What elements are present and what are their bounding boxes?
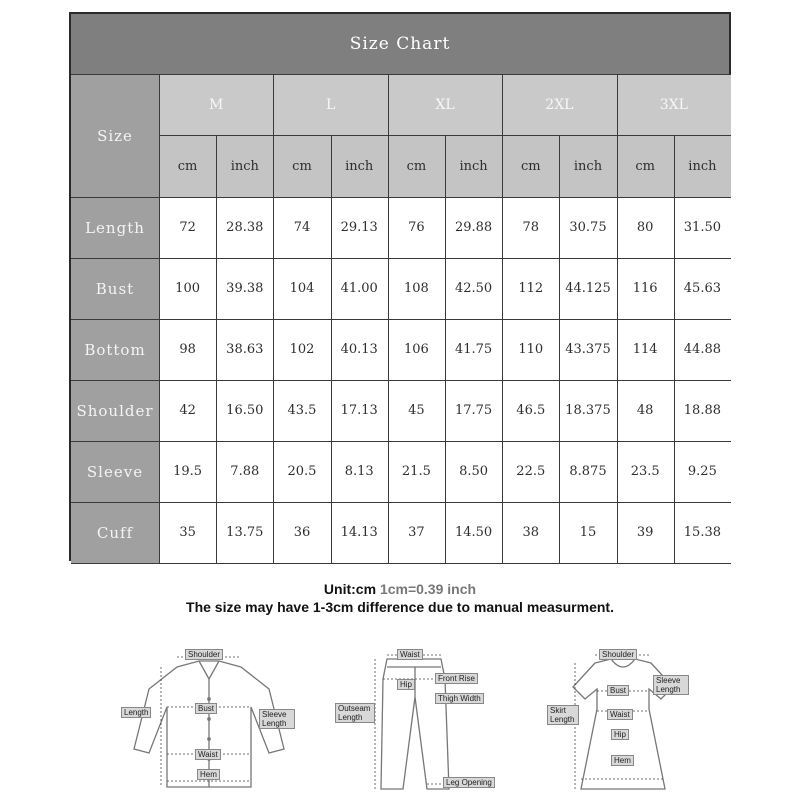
value-cell: 38.63 (216, 319, 273, 380)
row-label-shoulder: Shoulder (71, 380, 159, 441)
value-cell: 17.75 (445, 380, 502, 441)
grid-line (71, 441, 731, 442)
value-cell: 43.5 (273, 380, 330, 441)
pants-front-rise-tag: Front Rise (435, 673, 478, 684)
grid-line (159, 74, 160, 563)
value-cell: 41.00 (331, 258, 388, 319)
value-cell: 38 (502, 502, 559, 563)
value-cell: 104 (273, 258, 330, 319)
row-label-length: Length (71, 197, 159, 258)
value-cell: 41.75 (445, 319, 502, 380)
pants-waist-tag: Waist (397, 649, 423, 660)
shirt-shoulder-tag: Shoulder (185, 649, 223, 660)
value-cell: 44.88 (674, 319, 731, 380)
shirt-sleeve-tag: Sleeve Length (259, 709, 295, 729)
shirt-diagram (119, 649, 299, 799)
row-label-sleeve: Sleeve (71, 441, 159, 502)
grid-line (71, 319, 731, 320)
size-header-m: M (159, 74, 273, 135)
value-cell: 116 (617, 258, 674, 319)
value-cell: 19.5 (159, 441, 216, 502)
value-cell: 42 (159, 380, 216, 441)
value-cell: 106 (388, 319, 445, 380)
grid-line (388, 74, 389, 563)
value-cell: 102 (273, 319, 330, 380)
value-cell: 42.50 (445, 258, 502, 319)
value-cell: 39.38 (216, 258, 273, 319)
value-cell: 100 (159, 258, 216, 319)
unit-header: cm (502, 135, 559, 197)
value-cell: 28.38 (216, 197, 273, 258)
grid-line (216, 135, 217, 563)
grid-line (674, 135, 675, 563)
value-cell: 18.375 (559, 380, 616, 441)
chart-title: Size Chart (71, 14, 729, 74)
unit-header: inch (674, 135, 731, 197)
value-cell: 14.50 (445, 502, 502, 563)
value-cell: 37 (388, 502, 445, 563)
unit-conversion: 1cm=0.39 inch (379, 581, 477, 597)
grid-line (71, 258, 731, 259)
grid-line (71, 197, 731, 198)
dress-waist-tag: Waist (607, 709, 633, 720)
measurement-info (69, 563, 731, 800)
value-cell: 35 (159, 502, 216, 563)
value-cell: 18.88 (674, 380, 731, 441)
value-cell: 110 (502, 319, 559, 380)
grid-line (71, 380, 731, 381)
pants-diagram (331, 649, 501, 799)
shirt-bust-tag: Bust (195, 703, 217, 714)
size-header-2xl: 2XL (502, 74, 616, 135)
pants-leg-opening-tag: Leg Opening (443, 777, 495, 788)
unit-header: cm (388, 135, 445, 197)
value-cell: 9.25 (674, 441, 731, 502)
pants-hip-tag: Hip (397, 679, 415, 690)
unit-header: cm (617, 135, 674, 197)
value-cell: 16.50 (216, 380, 273, 441)
row-label-bottom: Bottom (71, 319, 159, 380)
value-cell: 80 (617, 197, 674, 258)
dress-hip-tag: Hip (611, 729, 629, 740)
value-cell: 36 (273, 502, 330, 563)
value-cell: 74 (273, 197, 330, 258)
pants-thigh-tag: Thigh Width (435, 693, 484, 704)
dress-skirt-tag: Skirt Length (547, 705, 579, 725)
row-label-bust: Bust (71, 258, 159, 319)
row-label-cuff: Cuff (71, 502, 159, 563)
size-header-xl: XL (388, 74, 502, 135)
grid-line (559, 135, 560, 563)
value-cell: 45 (388, 380, 445, 441)
size-chart-table (69, 12, 731, 561)
grid-line (71, 502, 731, 503)
value-cell: 15.38 (674, 502, 731, 563)
dress-bust-tag: Bust (607, 685, 629, 696)
value-cell: 72 (159, 197, 216, 258)
value-cell: 98 (159, 319, 216, 380)
dress-sleeve-tag: Sleeve Length (653, 675, 689, 695)
value-cell: 20.5 (273, 441, 330, 502)
value-cell: 76 (388, 197, 445, 258)
shirt-length-tag: Length (121, 707, 151, 718)
value-cell: 21.5 (388, 441, 445, 502)
unit-header: cm (159, 135, 216, 197)
value-cell: 29.13 (331, 197, 388, 258)
grid-line (331, 135, 332, 563)
value-cell: 45.63 (674, 258, 731, 319)
unit-header: cm (273, 135, 330, 197)
value-cell: 78 (502, 197, 559, 258)
size-header: Size (71, 74, 159, 197)
value-cell: 39 (617, 502, 674, 563)
size-header-l: L (273, 74, 387, 135)
dress-hem-tag: Hem (611, 755, 634, 766)
value-cell: 22.5 (502, 441, 559, 502)
value-cell: 15 (559, 502, 616, 563)
value-cell: 17.13 (331, 380, 388, 441)
value-cell: 46.5 (502, 380, 559, 441)
value-cell: 14.13 (331, 502, 388, 563)
dress-shoulder-tag: Shoulder (599, 649, 637, 660)
shirt-waist-tag: Waist (195, 749, 221, 760)
value-cell: 7.88 (216, 441, 273, 502)
unit-header: inch (559, 135, 616, 197)
size-header-3xl: 3XL (617, 74, 731, 135)
value-cell: 8.50 (445, 441, 502, 502)
unit-header: inch (445, 135, 502, 197)
unit-note (69, 581, 731, 597)
value-cell: 43.375 (559, 319, 616, 380)
value-cell: 8.875 (559, 441, 616, 502)
pants-outseam-tag: Outseam Length (335, 703, 375, 723)
unit-header: inch (216, 135, 273, 197)
size-disclaimer: The size may have 1-3cm difference due to manual measurment. (186, 599, 614, 615)
unit-prefix: Unit:cm (323, 581, 377, 597)
value-cell: 48 (617, 380, 674, 441)
value-cell: 29.88 (445, 197, 502, 258)
value-cell: 13.75 (216, 502, 273, 563)
value-cell: 8.13 (331, 441, 388, 502)
value-cell: 114 (617, 319, 674, 380)
unit-header: inch (331, 135, 388, 197)
grid-line (502, 74, 503, 563)
value-cell: 108 (388, 258, 445, 319)
grid-line (617, 74, 618, 563)
value-cell: 40.13 (331, 319, 388, 380)
dress-diagram (539, 649, 709, 799)
grid-line (71, 74, 731, 75)
value-cell: 23.5 (617, 441, 674, 502)
grid-line (273, 74, 274, 563)
value-cell: 44.125 (559, 258, 616, 319)
value-cell: 31.50 (674, 197, 731, 258)
grid-line (445, 135, 446, 563)
value-cell: 112 (502, 258, 559, 319)
shirt-hem-tag: Hem (197, 769, 220, 780)
value-cell: 30.75 (559, 197, 616, 258)
